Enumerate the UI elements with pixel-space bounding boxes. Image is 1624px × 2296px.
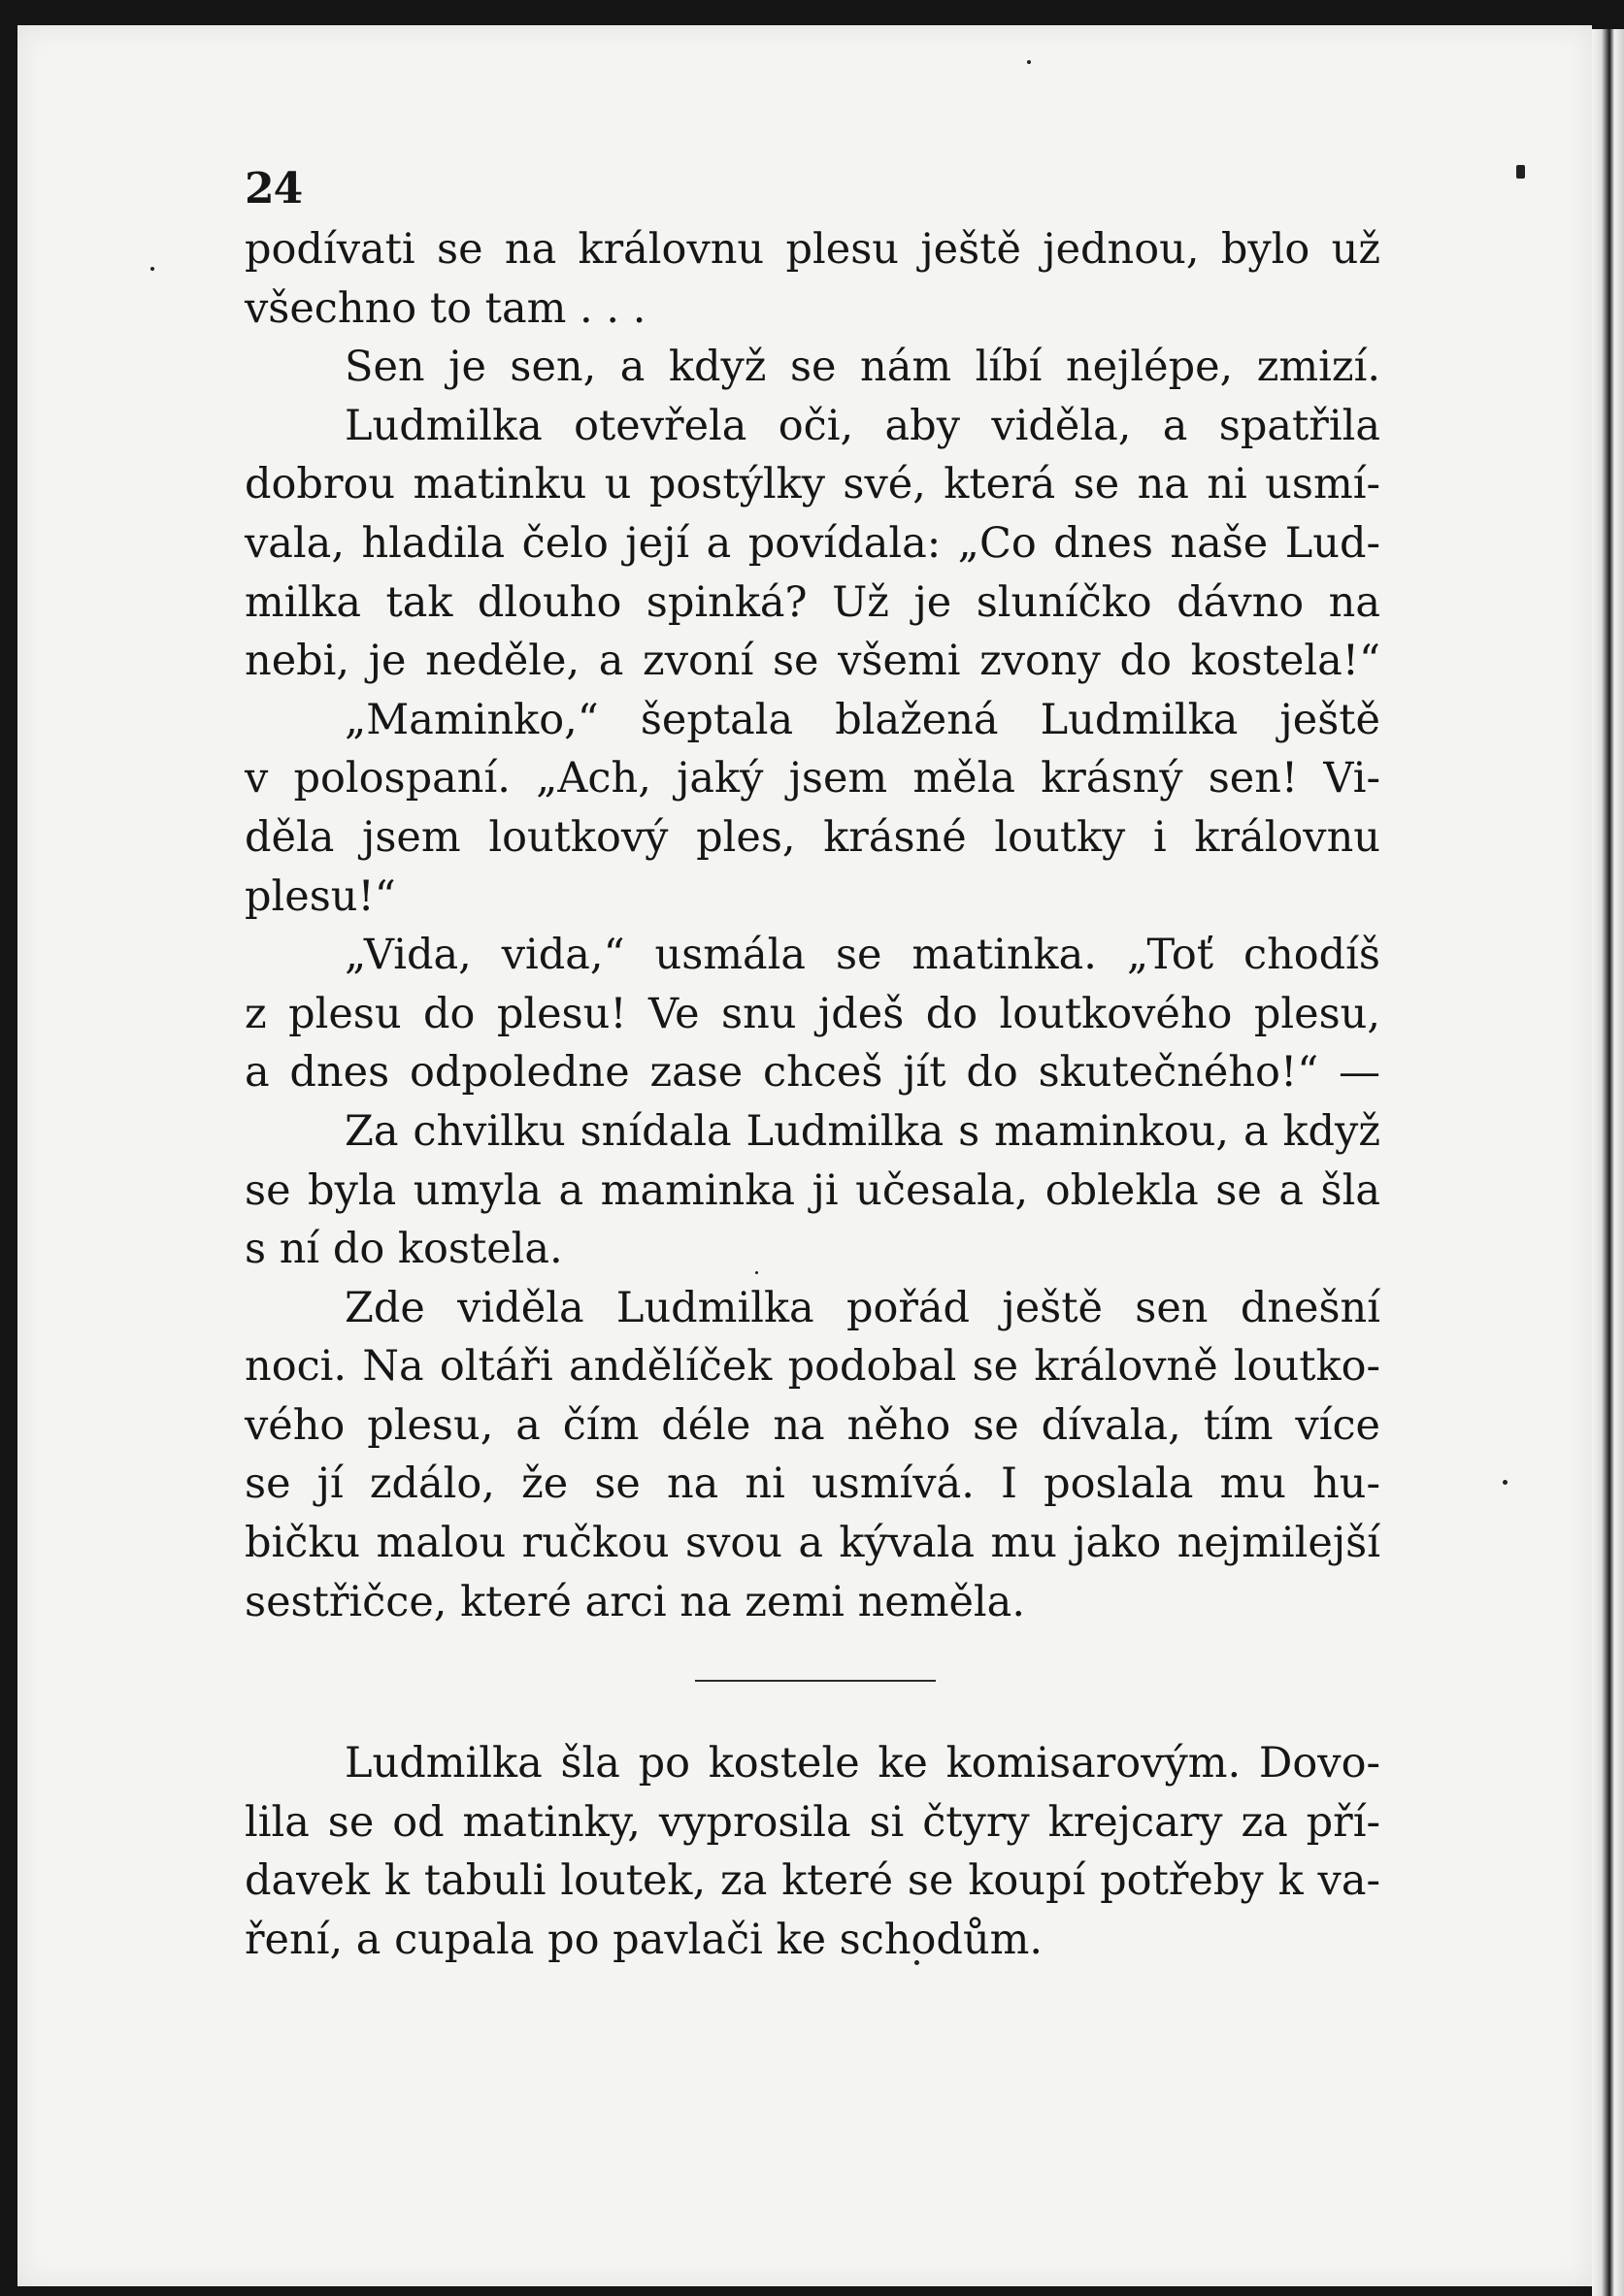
page-number: 24 [245,164,303,213]
paragraph [245,1734,1380,1969]
paragraph [245,1102,1380,1279]
scan-speck [150,267,154,271]
text-line: bičku malou ručkou svou a kývala mu jako nejmilejší [245,1519,1380,1568]
text-line: v polospaní. „Ach, jaký jsem měla krásný sen! Vi- [245,754,1380,804]
scan-speck [1503,1480,1508,1485]
separator-rule [695,1680,936,1682]
text-line: Za chvilku snídala Ludmilka s maminkou, a když [345,1106,1380,1156]
text-line: z plesu do plesu! Ve snu jdeš do loutkového plesu, [245,989,1380,1038]
text-line: děla jsem loutkový ples, krásné loutky i královnu [245,812,1380,862]
paragraph [245,1279,1380,1632]
text-line: „Maminko,“ šeptala blažená Ludmilka ještě [345,695,1380,744]
paragraph [245,691,1380,926]
scan-speck [1516,165,1525,179]
text-line: podívati se na královnu plesu ještě jednou, bylo už [245,225,1380,274]
text-line: vala, hladila čelo její a povídala: „Co dnes naše Lud- [245,518,1380,568]
text-line: a dnes odpoledne zase chceš jít do skutečného!“ — [245,1048,1380,1098]
text-line: milka tak dlouho spinká? Už je sluníčko dávno na [245,577,1380,627]
paragraph [245,926,1380,1102]
text-line: Zde viděla Ludmilka pořád ještě sen dnešní [345,1283,1380,1332]
text-line: „Vida, vida,“ usmála se matinka. „Toť chodíš [345,931,1380,980]
paragraph [245,220,1380,338]
text-line: se byla umyla a maminka ji učesala, oblekla se a šla [245,1165,1380,1215]
text-line: všechno to tam . . . [245,283,646,333]
section-separator [245,1631,1380,1734]
text-line: noci. Na oltáři andělíček podobal se královně loutko- [245,1342,1380,1392]
paragraph [245,338,1380,397]
text-line: s ní do kostela. [245,1225,563,1274]
text-line: dobrou matinku u postýlky své, která se na ni usmí- [245,460,1380,509]
text-line: davek k tabuli loutek, za které se koupí potřeby k va- [245,1856,1380,1906]
book-gutter-edge [1592,29,1624,2296]
paragraph [245,397,1380,691]
text-line: Ludmilka šla po kostele ke komisarovým. Dovo- [345,1739,1380,1788]
text-line: sestřičce, které arci na zemi neměla. [245,1577,1025,1626]
text-line: se jí zdálo, že se na ni usmívá. I poslala mu hu- [245,1460,1380,1509]
text-line: vého plesu, a čím déle na něho se dívala, tím více [245,1400,1380,1450]
text-line: ření, a cupala po pavlači ke schodům. [245,1916,1044,1965]
text-line: nebi, je neděle, a zvoní se všemi zvony do kostela!“ [245,637,1380,686]
page-content [245,160,1380,1970]
text-line: Ludmilka otevřela oči, aby viděla, a spatřila [345,401,1380,450]
scan-speck [1027,60,1031,64]
text-line: Sen je sen, a když se nám líbí nejlépe, zmizí. [345,343,1380,392]
text-line: lila se od matinky, vyprosila si čtyry krejcary za pří- [245,1797,1380,1847]
text-line: plesu!“ [245,871,396,921]
